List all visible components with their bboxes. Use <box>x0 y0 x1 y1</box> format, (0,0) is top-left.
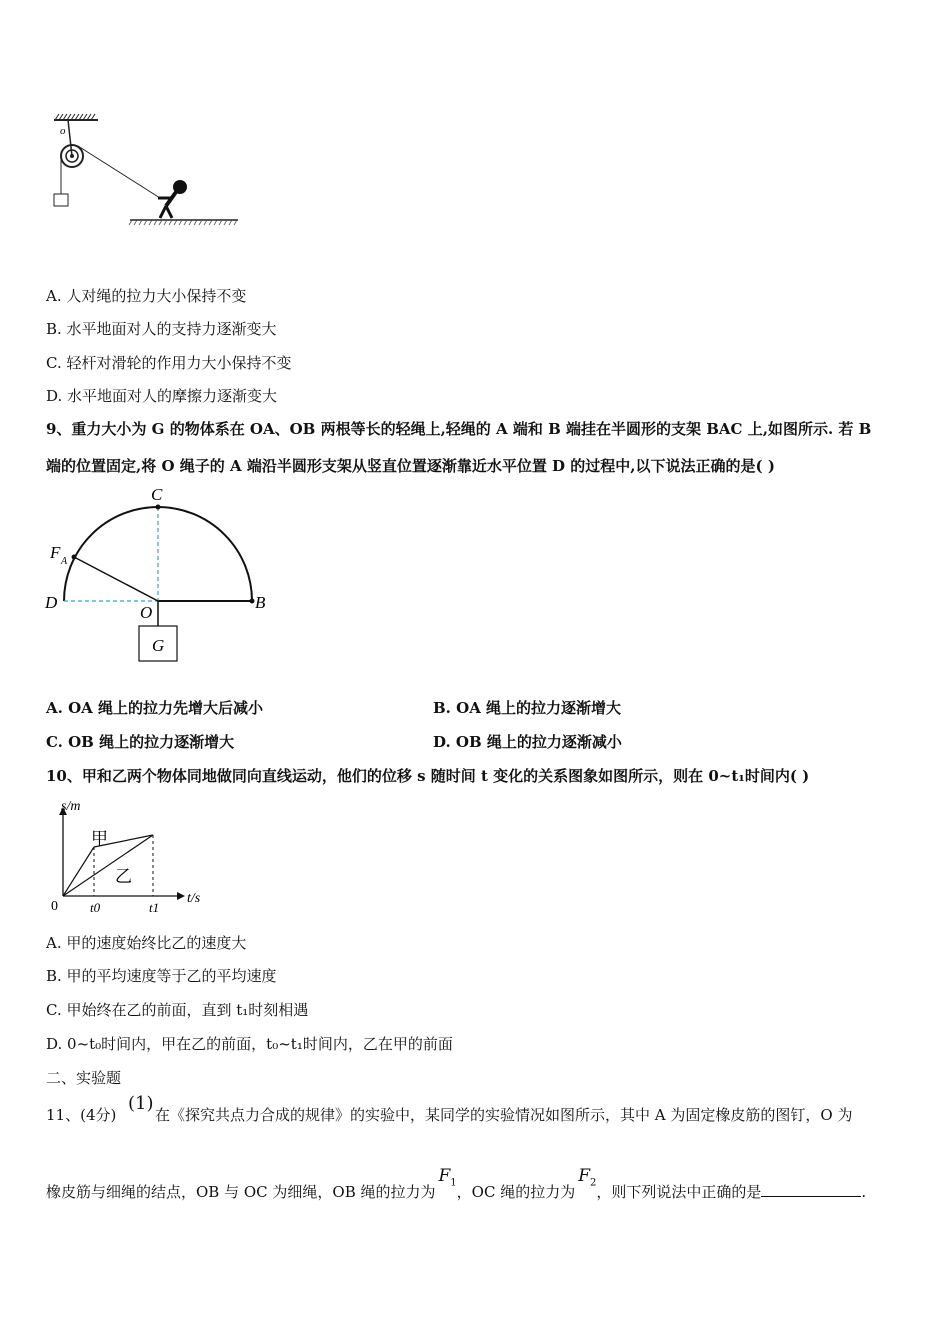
q9-option-d-text: D. OB 绳上的拉力逐渐减小 <box>433 733 622 751</box>
point-a-subscript: A <box>61 556 68 567</box>
q9-stem-line2: 端的位置固定,将 O 绳子的 A 端沿半圆形支架从竖直位置逐渐靠近水平位置 D 的过程中,以下说法正确的是( ) <box>46 457 775 475</box>
q11-line2-b: ，OC 绳的拉力为 <box>456 1183 576 1201</box>
f1-subscript: 1 <box>450 1177 457 1189</box>
q10-stem: 10、甲和乙两个物体同地做同向直线运动，他们的位移 s 随时间 t 变化的关系图象如图所示，则在 0~t₁时间内( ) <box>46 767 810 785</box>
q10-option-a: A. 甲的速度始终比乙的速度大 <box>46 934 247 952</box>
x-axis-label: t/s <box>187 891 201 906</box>
q9-option-c <box>46 731 234 752</box>
answer-blank[interactable] <box>761 1182 861 1197</box>
f2-symbol <box>578 1166 597 1189</box>
jia-label: 甲 <box>91 829 108 848</box>
q8-option-d: D. 水平地面对人的摩擦力逐渐变大 <box>46 387 278 405</box>
pulley-label-o: o <box>60 125 66 137</box>
q9-option-c-text: C. OB 绳上的拉力逐渐增大 <box>46 733 235 751</box>
q11-line2-c: ，则下列说法中正确的是 <box>596 1183 762 1201</box>
t0-label: t0 <box>90 900 101 915</box>
q11-line2 <box>46 1167 866 1207</box>
point-c-label: C <box>151 485 163 504</box>
f1-symbol <box>438 1166 457 1189</box>
q11-part-number: (1) <box>128 1093 154 1114</box>
q11-prefix: 11、(4分) <box>46 1106 117 1124</box>
y-axis-label: s/m <box>61 799 81 814</box>
point-d-label: D <box>45 593 58 612</box>
q9-option-a <box>46 697 263 718</box>
f2-subscript: 2 <box>590 1177 597 1189</box>
f2-letter: F <box>578 1166 591 1186</box>
q9-option-a-text: A. OA 绳上的拉力先增大后减小 <box>46 699 264 717</box>
q10-option-b: B. 甲的平均速度等于乙的平均速度 <box>46 967 277 985</box>
point-b-label: B <box>255 593 266 612</box>
q10-option-c: C. 甲始终在乙的前面，直到 t₁时刻相遇 <box>46 1001 309 1019</box>
point-f-label: F <box>50 543 61 562</box>
q9-option-b <box>433 697 621 718</box>
q8-option-c: C. 轻杆对滑轮的作用力大小保持不变 <box>46 354 292 372</box>
origin-label: 0 <box>51 899 58 914</box>
yi-label: 乙 <box>115 867 132 886</box>
q11-line1: 在《探究共点力合成的规律》的实验中，某同学的实验情况如图所示，其中 A 为固定橡皮筋的图钉，O 为 <box>155 1106 853 1124</box>
q11-line2-a: 橡皮筋与细绳的结点，OB 与 OC 为细绳，OB 绳的拉力为 <box>46 1183 436 1201</box>
f1-letter: F <box>438 1166 451 1186</box>
t1-label: t1 <box>149 900 160 915</box>
q9-option-d <box>433 731 622 752</box>
q8-option-b: B. 水平地面对人的支持力逐渐变大 <box>46 320 277 338</box>
weight-g-label: G <box>152 636 165 655</box>
pulley-person-figure <box>40 110 250 235</box>
q9-stem-line1: 9、重力大小为 G 的物体系在 OA、OB 两根等长的轻绳上,轻绳的 A 端和 B 端挂在半圆形的支架 BAC 上,如图所示. 若 B <box>46 420 872 438</box>
semicircle-figure <box>40 480 280 670</box>
s-t-graph <box>45 798 215 918</box>
q8-option-a: A. 人对绳的拉力大小保持不变 <box>46 287 247 305</box>
q9-option-b-text: B. OA 绳上的拉力逐渐增大 <box>433 699 622 717</box>
q11-end: . <box>861 1183 867 1201</box>
point-o-label: O <box>140 603 153 622</box>
section-heading: 二、实验题 <box>46 1069 122 1087</box>
q10-option-d: D. 0~t₀时间内，甲在乙的前面，t₀~t₁时间内，乙在甲的前面 <box>46 1035 453 1053</box>
